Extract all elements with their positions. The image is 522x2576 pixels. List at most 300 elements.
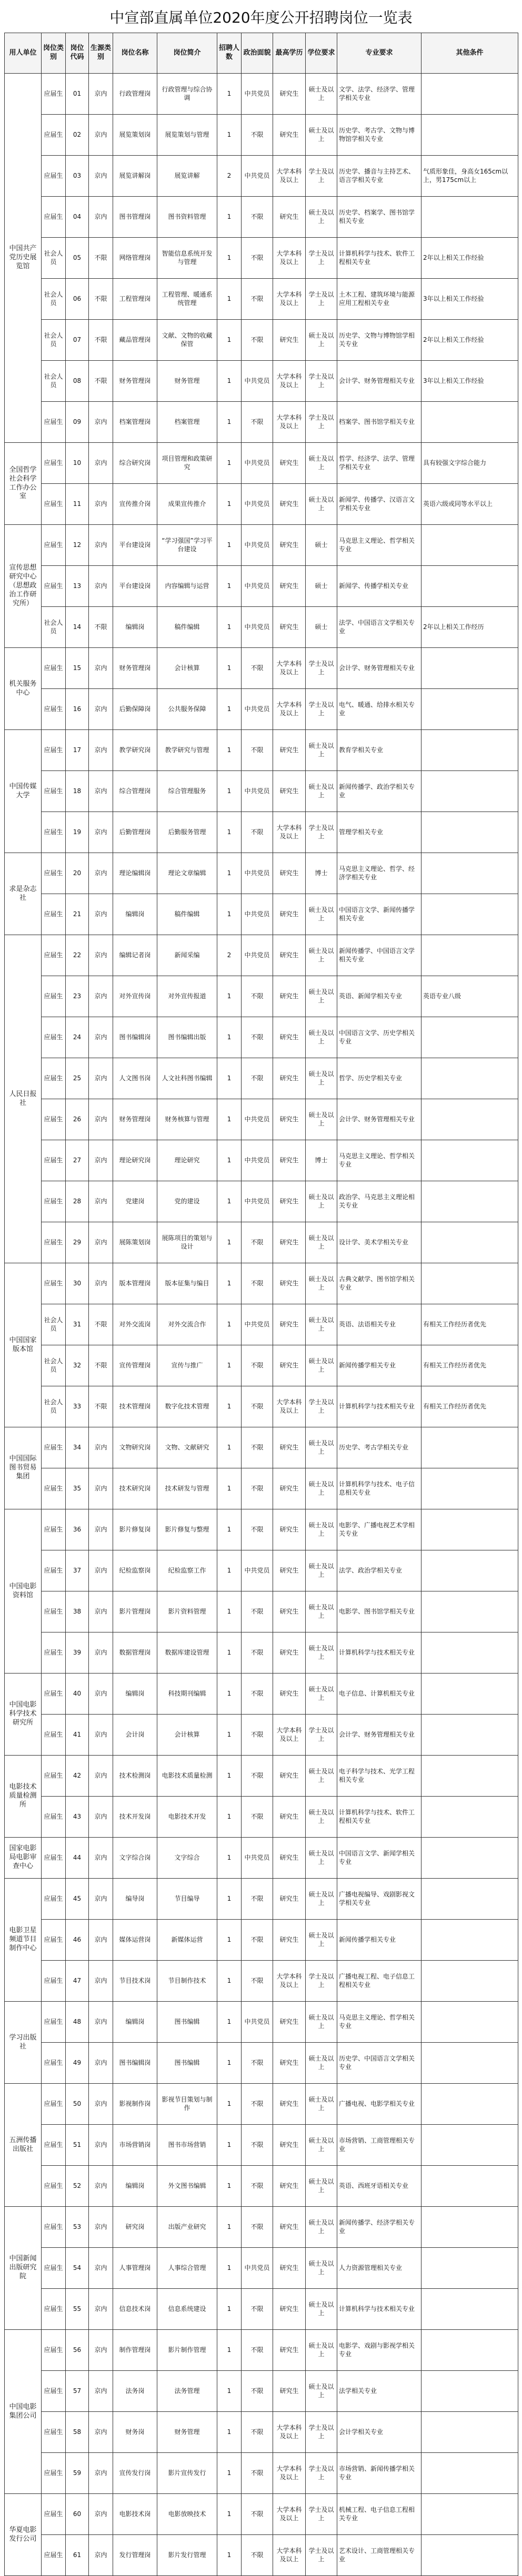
other-cell bbox=[421, 2002, 518, 2043]
post-desc-cell: 行政管理与综合协调 bbox=[157, 74, 217, 115]
degree-cell: 学士及以上 bbox=[306, 812, 337, 853]
table-row bbox=[5, 1797, 518, 1838]
source-cell: 京内 bbox=[89, 894, 113, 935]
post-category-cell: 社会人员 bbox=[42, 320, 66, 361]
unit-name-cell: 中国国际图书贸易集团 bbox=[5, 1427, 42, 1509]
table-row bbox=[5, 2166, 518, 2207]
politics-cell: 不限 bbox=[242, 2166, 273, 2207]
post-code-cell: 27 bbox=[66, 1140, 89, 1181]
source-cell: 京内 bbox=[89, 2412, 113, 2453]
post-code-cell: 06 bbox=[66, 279, 89, 320]
post-name-cell: 文字综合岗 bbox=[113, 1838, 157, 1879]
post-name-cell: 信息技术岗 bbox=[113, 2289, 157, 2330]
major-cell: 电影学、图书馆学相关专业 bbox=[337, 1591, 421, 1632]
source-cell: 京内 bbox=[89, 197, 113, 238]
table-row bbox=[5, 2125, 518, 2166]
other-cell: 3年以上相关工作经验 bbox=[421, 279, 518, 320]
source-cell: 不限 bbox=[89, 238, 113, 279]
post-name-cell: 文物研究岗 bbox=[113, 1427, 157, 1468]
count-cell: 1 bbox=[217, 1509, 242, 1550]
post-name-cell: 编辑岗 bbox=[113, 2002, 157, 2043]
post-code-cell: 15 bbox=[66, 648, 89, 689]
post-name-cell: 编辑岗 bbox=[113, 1674, 157, 1715]
post-category-cell: 应届生 bbox=[42, 976, 66, 1017]
post-name-cell: 档案管理岗 bbox=[113, 402, 157, 443]
table-row bbox=[5, 1674, 518, 1715]
post-category-cell: 应届生 bbox=[42, 1797, 66, 1838]
unit-name-cell: 学习出版社 bbox=[5, 2002, 42, 2084]
post-category-cell: 应届生 bbox=[42, 2248, 66, 2289]
politics-cell: 不限 bbox=[242, 976, 273, 1017]
post-category-cell: 应届生 bbox=[42, 894, 66, 935]
other-cell bbox=[421, 1674, 518, 1715]
count-cell: 1 bbox=[217, 1017, 242, 1058]
post-name-cell: 理论研究岗 bbox=[113, 1140, 157, 1181]
post-desc-cell: 新闻采编 bbox=[157, 935, 217, 976]
count-cell: 1 bbox=[217, 2289, 242, 2330]
source-cell: 京内 bbox=[89, 1509, 113, 1550]
politics-cell: 不限 bbox=[242, 238, 273, 279]
table-row bbox=[5, 2207, 518, 2248]
unit-name-cell: 中国电影集团公司 bbox=[5, 2330, 42, 2494]
education-cell: 大学本科及以上 bbox=[273, 156, 306, 197]
post-name-cell: 后勤管理岗 bbox=[113, 812, 157, 853]
source-cell: 京内 bbox=[89, 1797, 113, 1838]
source-cell: 不限 bbox=[89, 1304, 113, 1345]
post-code-cell: 53 bbox=[66, 2207, 89, 2248]
source-cell: 京内 bbox=[89, 1058, 113, 1099]
source-cell: 京内 bbox=[89, 525, 113, 566]
count-cell: 1 bbox=[217, 2535, 242, 2576]
post-desc-cell: 会计核算 bbox=[157, 648, 217, 689]
education-cell: 研究生 bbox=[273, 1304, 306, 1345]
source-cell: 京内 bbox=[89, 812, 113, 853]
table-row bbox=[5, 2084, 518, 2125]
other-cell bbox=[421, 771, 518, 812]
post-code-cell: 47 bbox=[66, 1961, 89, 2002]
education-cell: 大学本科及以上 bbox=[273, 402, 306, 443]
politics-cell: 中共党员 bbox=[242, 156, 273, 197]
count-cell: 1 bbox=[217, 1797, 242, 1838]
education-cell: 研究生 bbox=[273, 853, 306, 894]
count-cell: 1 bbox=[217, 1591, 242, 1632]
post-category-cell: 应届生 bbox=[42, 2207, 66, 2248]
education-cell: 研究生 bbox=[273, 935, 306, 976]
other-cell bbox=[421, 894, 518, 935]
table-row bbox=[5, 1140, 518, 1181]
education-cell: 大学本科及以上 bbox=[273, 279, 306, 320]
source-cell: 京内 bbox=[89, 2535, 113, 2576]
post-desc-cell: 理论文章编辑 bbox=[157, 853, 217, 894]
education-cell: 研究生 bbox=[273, 2330, 306, 2371]
post-name-cell: 宣传管理岗 bbox=[113, 1345, 157, 1386]
other-cell: 英语六级或同等水平以上 bbox=[421, 484, 518, 525]
post-code-cell: 07 bbox=[66, 320, 89, 361]
post-name-cell: 技术开发岗 bbox=[113, 1797, 157, 1838]
education-cell: 研究生 bbox=[273, 1756, 306, 1797]
degree-cell: 学士及以上 bbox=[306, 1386, 337, 1427]
post-code-cell: 49 bbox=[66, 2043, 89, 2084]
major-cell: 政治学、马克思主义理论相关专业 bbox=[337, 1181, 421, 1222]
count-cell: 1 bbox=[217, 402, 242, 443]
other-cell: 气质形象佳，身高女165cm以上，男175cm以上 bbox=[421, 156, 518, 197]
degree-cell: 硕士 bbox=[306, 566, 337, 607]
politics-cell: 不限 bbox=[242, 1961, 273, 2002]
count-cell: 1 bbox=[217, 361, 242, 402]
table-row bbox=[5, 1509, 518, 1550]
post-code-cell: 48 bbox=[66, 2002, 89, 2043]
post-desc-cell: 人文社科图书编辑 bbox=[157, 1058, 217, 1099]
post-desc-cell: 理论研究 bbox=[157, 1140, 217, 1181]
post-name-cell: 对外交流岗 bbox=[113, 1304, 157, 1345]
politics-cell: 中共党员 bbox=[242, 607, 273, 648]
source-cell: 京内 bbox=[89, 443, 113, 484]
post-code-cell: 41 bbox=[66, 1715, 89, 1756]
post-code-cell: 58 bbox=[66, 2412, 89, 2453]
source-cell: 京内 bbox=[89, 771, 113, 812]
source-cell: 京内 bbox=[89, 156, 113, 197]
degree-cell: 硕士及以上 bbox=[306, 74, 337, 115]
education-cell: 研究生 bbox=[273, 894, 306, 935]
post-desc-cell: 党的建设 bbox=[157, 1181, 217, 1222]
other-cell bbox=[421, 1058, 518, 1099]
major-cell: 计算机科学与技术、软件工程相关专业 bbox=[337, 238, 421, 279]
count-cell: 1 bbox=[217, 1099, 242, 1140]
post-desc-cell: 会计核算 bbox=[157, 1715, 217, 1756]
post-code-cell: 52 bbox=[66, 2166, 89, 2207]
count-cell: 1 bbox=[217, 1140, 242, 1181]
post-code-cell: 37 bbox=[66, 1550, 89, 1591]
post-code-cell: 20 bbox=[66, 853, 89, 894]
major-cell: 电子信息、计算机相关专业 bbox=[337, 1674, 421, 1715]
post-code-cell: 32 bbox=[66, 1345, 89, 1386]
education-cell: 研究生 bbox=[273, 1674, 306, 1715]
other-cell bbox=[421, 2248, 518, 2289]
major-cell: 马克思主义理论、哲学相关专业 bbox=[337, 1140, 421, 1181]
degree-cell: 学士及以上 bbox=[306, 238, 337, 279]
post-category-cell: 社会人员 bbox=[42, 1304, 66, 1345]
post-code-cell: 24 bbox=[66, 1017, 89, 1058]
post-category-cell: 应届生 bbox=[42, 197, 66, 238]
source-cell: 京内 bbox=[89, 1920, 113, 1961]
major-cell: 管理学相关专业 bbox=[337, 812, 421, 853]
column-header: 用人单位 bbox=[5, 33, 42, 74]
count-cell: 1 bbox=[217, 279, 242, 320]
post-desc-cell: 版本征集与编目 bbox=[157, 1263, 217, 1304]
education-cell: 研究生 bbox=[273, 1632, 306, 1674]
other-cell bbox=[421, 566, 518, 607]
post-category-cell: 应届生 bbox=[42, 402, 66, 443]
major-cell: 会计学、财务管理相关专业 bbox=[337, 1715, 421, 1756]
post-desc-cell: 文物、文献研究 bbox=[157, 1427, 217, 1468]
major-cell: 计算机科学与技术相关专业 bbox=[337, 2289, 421, 2330]
education-cell: 大学本科及以上 bbox=[273, 2494, 306, 2535]
education-cell: 大学本科及以上 bbox=[273, 2453, 306, 2494]
major-cell: 历史学、播音与主持艺术、语言学相关专业 bbox=[337, 156, 421, 197]
education-cell: 研究生 bbox=[273, 1468, 306, 1509]
source-cell: 京内 bbox=[89, 2494, 113, 2535]
other-cell bbox=[421, 1756, 518, 1797]
major-cell: 新闻学、传播学相关专业 bbox=[337, 566, 421, 607]
post-desc-cell: 节目编导 bbox=[157, 1879, 217, 1920]
source-cell: 京内 bbox=[89, 1632, 113, 1674]
post-category-cell: 应届生 bbox=[42, 1058, 66, 1099]
post-code-cell: 54 bbox=[66, 2248, 89, 2289]
post-name-cell: 展览讲解岗 bbox=[113, 156, 157, 197]
politics-cell: 不限 bbox=[242, 2289, 273, 2330]
post-desc-cell: 外文图书编辑 bbox=[157, 2166, 217, 2207]
politics-cell: 不限 bbox=[242, 320, 273, 361]
major-cell: 设计学、美术学相关专业 bbox=[337, 1222, 421, 1263]
major-cell: 机械工程、电子信息工程相关专业 bbox=[337, 2494, 421, 2535]
major-cell: 计算机科学与技术、软件工程相关专业 bbox=[337, 1797, 421, 1838]
post-code-cell: 57 bbox=[66, 2371, 89, 2412]
major-cell: 计算机科学与技术、电子信息相关专业 bbox=[337, 1468, 421, 1509]
other-cell bbox=[421, 2535, 518, 2576]
politics-cell: 不限 bbox=[242, 1920, 273, 1961]
politics-cell: 不限 bbox=[242, 1345, 273, 1386]
politics-cell: 中共党员 bbox=[242, 525, 273, 566]
source-cell: 京内 bbox=[89, 1140, 113, 1181]
count-cell: 1 bbox=[217, 2002, 242, 2043]
post-code-cell: 51 bbox=[66, 2125, 89, 2166]
table-row bbox=[5, 1181, 518, 1222]
degree-cell: 学士及以上 bbox=[306, 1961, 337, 2002]
post-code-cell: 36 bbox=[66, 1509, 89, 1550]
post-name-cell: 制作管理岗 bbox=[113, 2330, 157, 2371]
politics-cell: 不限 bbox=[242, 2412, 273, 2453]
post-name-cell: 节目技术岗 bbox=[113, 1961, 157, 2002]
post-desc-cell: 电影技术开发 bbox=[157, 1797, 217, 1838]
table-row bbox=[5, 2248, 518, 2289]
count-cell: 1 bbox=[217, 2125, 242, 2166]
post-category-cell: 应届生 bbox=[42, 2084, 66, 2125]
post-desc-cell: 财务核算与管理 bbox=[157, 1099, 217, 1140]
post-name-cell: 综合研究岗 bbox=[113, 443, 157, 484]
post-name-cell: 编导岗 bbox=[113, 1879, 157, 1920]
degree-cell: 硕士及以上 bbox=[306, 2289, 337, 2330]
source-cell: 京内 bbox=[89, 1017, 113, 1058]
source-cell: 京内 bbox=[89, 1181, 113, 1222]
post-category-cell: 应届生 bbox=[42, 935, 66, 976]
degree-cell: 硕士及以上 bbox=[306, 2330, 337, 2371]
major-cell: 马克思主义理论、哲学、经济学相关专业 bbox=[337, 853, 421, 894]
major-cell: 档案学、图书馆学相关专业 bbox=[337, 402, 421, 443]
post-name-cell: 纪检监察岗 bbox=[113, 1550, 157, 1591]
post-name-cell: 技术检测岗 bbox=[113, 1756, 157, 1797]
education-cell: 研究生 bbox=[273, 2002, 306, 2043]
post-category-cell: 应届生 bbox=[42, 484, 66, 525]
source-cell: 京内 bbox=[89, 1263, 113, 1304]
major-cell: 马克思主义理论、哲学相关专业 bbox=[337, 2002, 421, 2043]
post-desc-cell: 人事综合管理 bbox=[157, 2248, 217, 2289]
count-cell: 1 bbox=[217, 689, 242, 730]
post-desc-cell: 图书编辑出版 bbox=[157, 1017, 217, 1058]
politics-cell: 不限 bbox=[242, 115, 273, 156]
education-cell: 研究生 bbox=[273, 443, 306, 484]
source-cell: 不限 bbox=[89, 361, 113, 402]
count-cell: 1 bbox=[217, 1715, 242, 1756]
table-row bbox=[5, 2043, 518, 2084]
post-category-cell: 应届生 bbox=[42, 1715, 66, 1756]
post-code-cell: 43 bbox=[66, 1797, 89, 1838]
degree-cell: 硕士及以上 bbox=[306, 1222, 337, 1263]
count-cell: 1 bbox=[217, 2371, 242, 2412]
post-code-cell: 55 bbox=[66, 2289, 89, 2330]
table-row bbox=[5, 1427, 518, 1468]
post-desc-cell: 文字综合 bbox=[157, 1838, 217, 1879]
count-cell: 1 bbox=[217, 320, 242, 361]
count-cell: 1 bbox=[217, 730, 242, 771]
post-desc-cell: 图书市场营销 bbox=[157, 2125, 217, 2166]
source-cell: 京内 bbox=[89, 1715, 113, 1756]
post-name-cell: 人事管理岗 bbox=[113, 2248, 157, 2289]
other-cell bbox=[421, 1181, 518, 1222]
post-desc-cell: 出版产业研究 bbox=[157, 2207, 217, 2248]
table-row bbox=[5, 2453, 518, 2494]
table-row bbox=[5, 525, 518, 566]
count-cell: 1 bbox=[217, 2248, 242, 2289]
politics-cell: 不限 bbox=[242, 1879, 273, 1920]
education-cell: 研究生 bbox=[273, 1099, 306, 1140]
post-name-cell: 网络管理岗 bbox=[113, 238, 157, 279]
source-cell: 京内 bbox=[89, 1838, 113, 1879]
degree-cell: 硕士及以上 bbox=[306, 1591, 337, 1632]
post-category-cell: 社会人员 bbox=[42, 1386, 66, 1427]
source-cell: 京内 bbox=[89, 648, 113, 689]
post-category-cell: 应届生 bbox=[42, 1017, 66, 1058]
education-cell: 研究生 bbox=[273, 2207, 306, 2248]
post-category-cell: 社会人员 bbox=[42, 1345, 66, 1386]
table-row bbox=[5, 1017, 518, 1058]
politics-cell: 中共党员 bbox=[242, 1550, 273, 1591]
post-name-cell: 研究岗 bbox=[113, 2207, 157, 2248]
unit-name-cell: 中国电影科学技术研究所 bbox=[5, 1674, 42, 1756]
unit-name-cell: 中国新闻出版研究院 bbox=[5, 2207, 42, 2330]
politics-cell: 不限 bbox=[242, 1591, 273, 1632]
post-desc-cell: 数据库建设管理 bbox=[157, 1632, 217, 1674]
politics-cell: 中共党员 bbox=[242, 1304, 273, 1345]
table-row bbox=[5, 1345, 518, 1386]
post-category-cell: 应届生 bbox=[42, 1222, 66, 1263]
column-header: 岗位类别 bbox=[42, 33, 66, 74]
post-name-cell: 教学研究岗 bbox=[113, 730, 157, 771]
unit-name-cell: 电影技术质量检测所 bbox=[5, 1756, 42, 1838]
politics-cell: 中共党员 bbox=[242, 1838, 273, 1879]
count-cell: 1 bbox=[217, 2166, 242, 2207]
post-desc-cell: 法务管理 bbox=[157, 2371, 217, 2412]
other-cell bbox=[421, 1632, 518, 1674]
header-row bbox=[5, 33, 518, 74]
count-cell: 1 bbox=[217, 443, 242, 484]
post-desc-cell: 影片制作管理 bbox=[157, 2330, 217, 2371]
post-name-cell: 电影技术岗 bbox=[113, 2494, 157, 2535]
post-code-cell: 22 bbox=[66, 935, 89, 976]
degree-cell: 硕士及以上 bbox=[306, 443, 337, 484]
post-desc-cell: 纪检监察工作 bbox=[157, 1550, 217, 1591]
post-code-cell: 09 bbox=[66, 402, 89, 443]
table-row bbox=[5, 156, 518, 197]
count-cell: 1 bbox=[217, 1756, 242, 1797]
post-code-cell: 33 bbox=[66, 1386, 89, 1427]
source-cell: 京内 bbox=[89, 566, 113, 607]
degree-cell: 硕士及以上 bbox=[306, 197, 337, 238]
table-row bbox=[5, 1304, 518, 1345]
major-cell: 历史学、档案学、图书馆学相关专业 bbox=[337, 197, 421, 238]
count-cell: 1 bbox=[217, 1427, 242, 1468]
count-cell: 1 bbox=[217, 976, 242, 1017]
degree-cell: 硕士及以上 bbox=[306, 115, 337, 156]
column-header: 岗位简介 bbox=[157, 33, 217, 74]
source-cell: 京内 bbox=[89, 1591, 113, 1632]
other-cell: 具有较强文字综合能力 bbox=[421, 443, 518, 484]
degree-cell: 硕士及以上 bbox=[306, 2166, 337, 2207]
other-cell: 2年以上相关工作经验 bbox=[421, 320, 518, 361]
other-cell bbox=[421, 2207, 518, 2248]
post-category-cell: 应届生 bbox=[42, 2125, 66, 2166]
post-desc-cell: 展览策划与管理 bbox=[157, 115, 217, 156]
post-code-cell: 35 bbox=[66, 1468, 89, 1509]
count-cell: 1 bbox=[217, 1961, 242, 2002]
education-cell: 研究生 bbox=[273, 2125, 306, 2166]
table-row bbox=[5, 279, 518, 320]
degree-cell: 硕士及以上 bbox=[306, 1345, 337, 1386]
post-desc-cell: “学习强国”学习平台建设 bbox=[157, 525, 217, 566]
count-cell: 1 bbox=[217, 853, 242, 894]
education-cell: 大学本科及以上 bbox=[273, 1715, 306, 1756]
source-cell: 京内 bbox=[89, 1468, 113, 1509]
column-header: 招聘人数 bbox=[217, 33, 242, 74]
politics-cell: 不限 bbox=[242, 2084, 273, 2125]
degree-cell: 硕士及以上 bbox=[306, 2043, 337, 2084]
post-category-cell: 应届生 bbox=[42, 2535, 66, 2576]
other-cell bbox=[421, 2166, 518, 2207]
post-category-cell: 应届生 bbox=[42, 730, 66, 771]
degree-cell: 硕士及以上 bbox=[306, 1263, 337, 1304]
post-code-cell: 45 bbox=[66, 1879, 89, 1920]
post-category-cell: 应届生 bbox=[42, 853, 66, 894]
post-name-cell: 编辑岗 bbox=[113, 607, 157, 648]
post-desc-cell: 影片修复与整理 bbox=[157, 1509, 217, 1550]
education-cell: 研究生 bbox=[273, 2084, 306, 2125]
count-cell: 1 bbox=[217, 1181, 242, 1222]
politics-cell: 不限 bbox=[242, 648, 273, 689]
source-cell: 京内 bbox=[89, 1961, 113, 2002]
post-code-cell: 30 bbox=[66, 1263, 89, 1304]
table-row bbox=[5, 2494, 518, 2535]
degree-cell: 硕士及以上 bbox=[306, 2248, 337, 2289]
other-cell bbox=[421, 525, 518, 566]
source-cell: 京内 bbox=[89, 1222, 113, 1263]
politics-cell: 不限 bbox=[242, 1222, 273, 1263]
post-name-cell: 图书管理岗 bbox=[113, 197, 157, 238]
source-cell: 不限 bbox=[89, 279, 113, 320]
degree-cell: 硕士及以上 bbox=[306, 730, 337, 771]
post-category-cell: 应届生 bbox=[42, 2412, 66, 2453]
other-cell: 3年以上相关工作经验 bbox=[421, 361, 518, 402]
major-cell: 中国语言文学、新闻学相关专业 bbox=[337, 1838, 421, 1879]
post-code-cell: 59 bbox=[66, 2453, 89, 2494]
table-row bbox=[5, 976, 518, 1017]
post-name-cell: 媒体运营岗 bbox=[113, 1920, 157, 1961]
post-category-cell: 应届生 bbox=[42, 443, 66, 484]
post-name-cell: 数据管理岗 bbox=[113, 1632, 157, 1674]
politics-cell: 不限 bbox=[242, 2330, 273, 2371]
degree-cell: 硕士及以上 bbox=[306, 1550, 337, 1591]
politics-cell: 中共党员 bbox=[242, 2248, 273, 2289]
post-name-cell: 市场营销岗 bbox=[113, 2125, 157, 2166]
post-desc-cell: 技术研发与管理 bbox=[157, 1468, 217, 1509]
